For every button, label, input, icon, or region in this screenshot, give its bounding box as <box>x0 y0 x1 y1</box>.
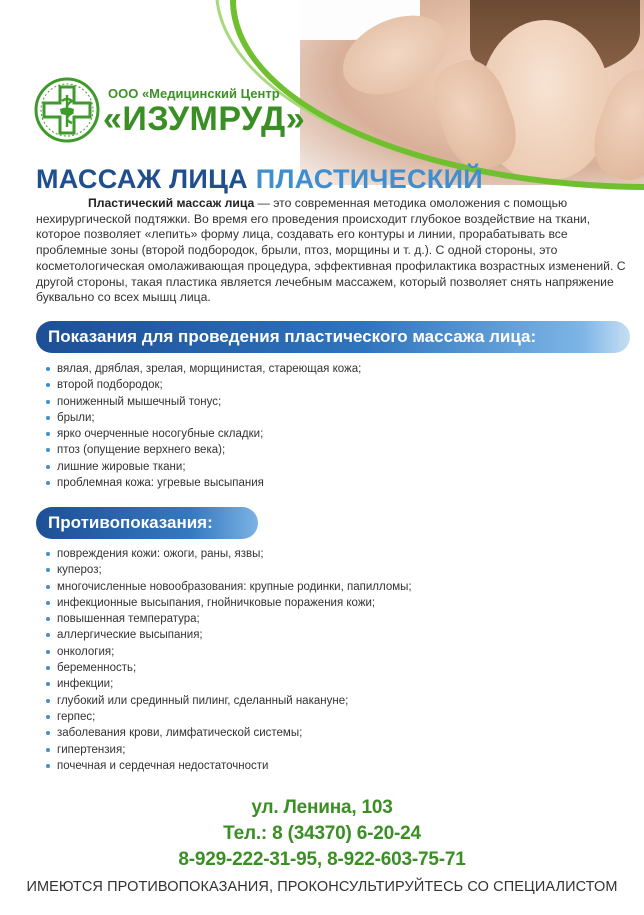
list-item: пониженный мышечный тонус; <box>46 394 361 410</box>
organization-name: «ИЗУМРУД» <box>103 100 306 138</box>
list-item: аллергические высыпания; <box>46 627 412 643</box>
contraindications-list <box>46 546 412 774</box>
list-item: глубокий или срединный пилинг, сделанный накануне; <box>46 693 412 709</box>
list-item: проблемная кожа: угревые высыпания <box>46 475 361 491</box>
list-item: второй подбородок; <box>46 377 361 393</box>
title-part-2: ПЛАСТИЧЕСКИЙ <box>255 164 484 194</box>
page-title <box>36 164 483 195</box>
organization-type: ООО «Медицинский Центр <box>108 86 280 101</box>
list-item: инфекционные высыпания, гнойничковые поражения кожи; <box>46 595 412 611</box>
list-item: герпес; <box>46 709 412 725</box>
list-item: ярко очерченные носогубные складки; <box>46 426 361 442</box>
indications-heading: Показания для проведения пластического массажа лица: <box>36 321 630 353</box>
title-part-1: МАССАЖ ЛИЦА <box>36 164 248 194</box>
list-item: беременность; <box>46 660 412 676</box>
intro-bold: Пластический массаж лица <box>88 196 255 210</box>
list-item: гипертензия; <box>46 742 412 758</box>
list-item: лишние жировые ткани; <box>46 459 361 475</box>
hero-photo <box>300 0 644 185</box>
list-item: купероз; <box>46 562 412 578</box>
list-item: брыли; <box>46 410 361 426</box>
disclaimer: ИМЕЮТСЯ ПРОТИВОПОКАЗАНИЯ, ПРОКОНСУЛЬТИРУЙТЕСЬ СО СПЕЦИАЛИСТОМ <box>26 879 618 895</box>
list-item: повышенная температура; <box>46 611 412 627</box>
intro-text: — это современная методика омоложения с помощью нехирургической подтяжки. Во время его проведения происходит глубокое воздействие на ткани, которое позволяет «лепить» форму лица, создавать его контуры и линии, прорабатывать все проблемные зоны (второй подбородок, брыли, птоз, морщины и т. д.). С одной стороны, это косметологическая омолаживающая процедура, эффективная профилактика возрастных изменений. С другой стороны, такая пластика является лечебным массажем, который позволяет снять напряжение буквально со всех мышц лица. <box>36 196 626 305</box>
mobile-numbers: 8-929-222-31-95, 8-922-603-75-71 <box>178 849 466 870</box>
list-item: инфекции; <box>46 676 412 692</box>
list-item: птоз (опущение верхнего века); <box>46 442 361 458</box>
list-item: повреждения кожи: ожоги, раны, язвы; <box>46 546 412 562</box>
contraindications-heading: Противопоказания: <box>36 507 258 539</box>
list-item: онкология; <box>46 644 412 660</box>
list-item: заболевания крови, лимфатической системы; <box>46 725 412 741</box>
medical-cross-logo-icon <box>34 77 100 143</box>
list-item: вялая, дряблая, зрелая, морщинистая, стареющая кожа; <box>46 361 361 377</box>
address: ул. Ленина, 103 <box>251 797 393 818</box>
indications-list <box>46 361 361 491</box>
intro-paragraph <box>36 196 632 306</box>
list-item: почечная и сердечная недостаточности <box>46 758 412 774</box>
phone-number: Тел.: 8 (34370) 6-20-24 <box>223 823 421 844</box>
list-item: многочисленные новообразования: крупные родинки, папилломы; <box>46 579 412 595</box>
